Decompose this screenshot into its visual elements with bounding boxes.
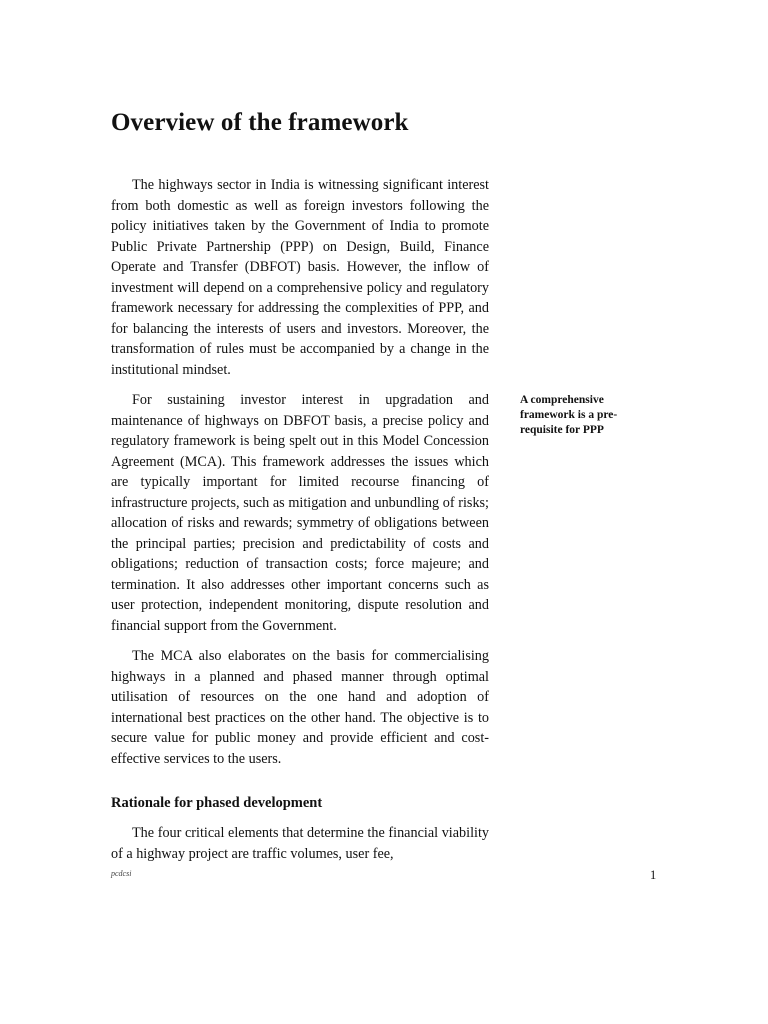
margin-note: A comprehensive framework is a pre-requisite for PPP <box>520 394 618 436</box>
footer-mark: pcdcsi <box>111 869 132 878</box>
page-number: 1 <box>650 868 657 882</box>
paragraph-critical-elements: The four critical elements that determine the financial viability of a highway project are traffic volumes, user fee, <box>111 825 489 862</box>
page-title: Overview of the framework <box>111 109 409 136</box>
paragraph-intro: The highways sector in India is witnessing significant interest from both domestic as well as foreign investors following the policy initiatives taken by the Government of India to promote Public Private Partnership (PPP) on Design, Build, Finance Operate and Transfer (DBFOT) basis. However, the inflow of investment will depend on a comprehensive policy and regulatory framework necessary for addressing the complexities of PPP, and for balancing the interests of users and investors. Moreover, the transformation of rules must be accompanied by a change in the institutional mindset. <box>111 177 489 378</box>
body-text <box>111 175 489 874</box>
paragraph-mca: The MCA also elaborates on the basis for commercialising highways in a planned and phased manner through optimal utilisation of resources on the one hand and adoption of international best practices on the other hand. The objective is to secure value for public money and provide efficient and cost-effective services to the users. <box>111 648 489 767</box>
paragraph-investor-interest: For sustaining investor interest in upgradation and maintenance of highways on DBFOT basis, a precise policy and regulatory framework is being spelt out in this Model Concession Agreement (MCA). This framework addresses the issues which are typically important for limited recourse financing of infrastructure projects, such as mitigation and unbundling of risks; allocation of risks and rewards; symmetry of obligations between the principal parties; precision and predictability of costs and obligations; reduction of transaction costs; force majeure; and termination. It also addresses other important concerns such as user protection, independent monitoring, dispute resolution and financial support from the Government. <box>111 392 489 634</box>
section-heading: Rationale for phased development <box>111 795 323 811</box>
